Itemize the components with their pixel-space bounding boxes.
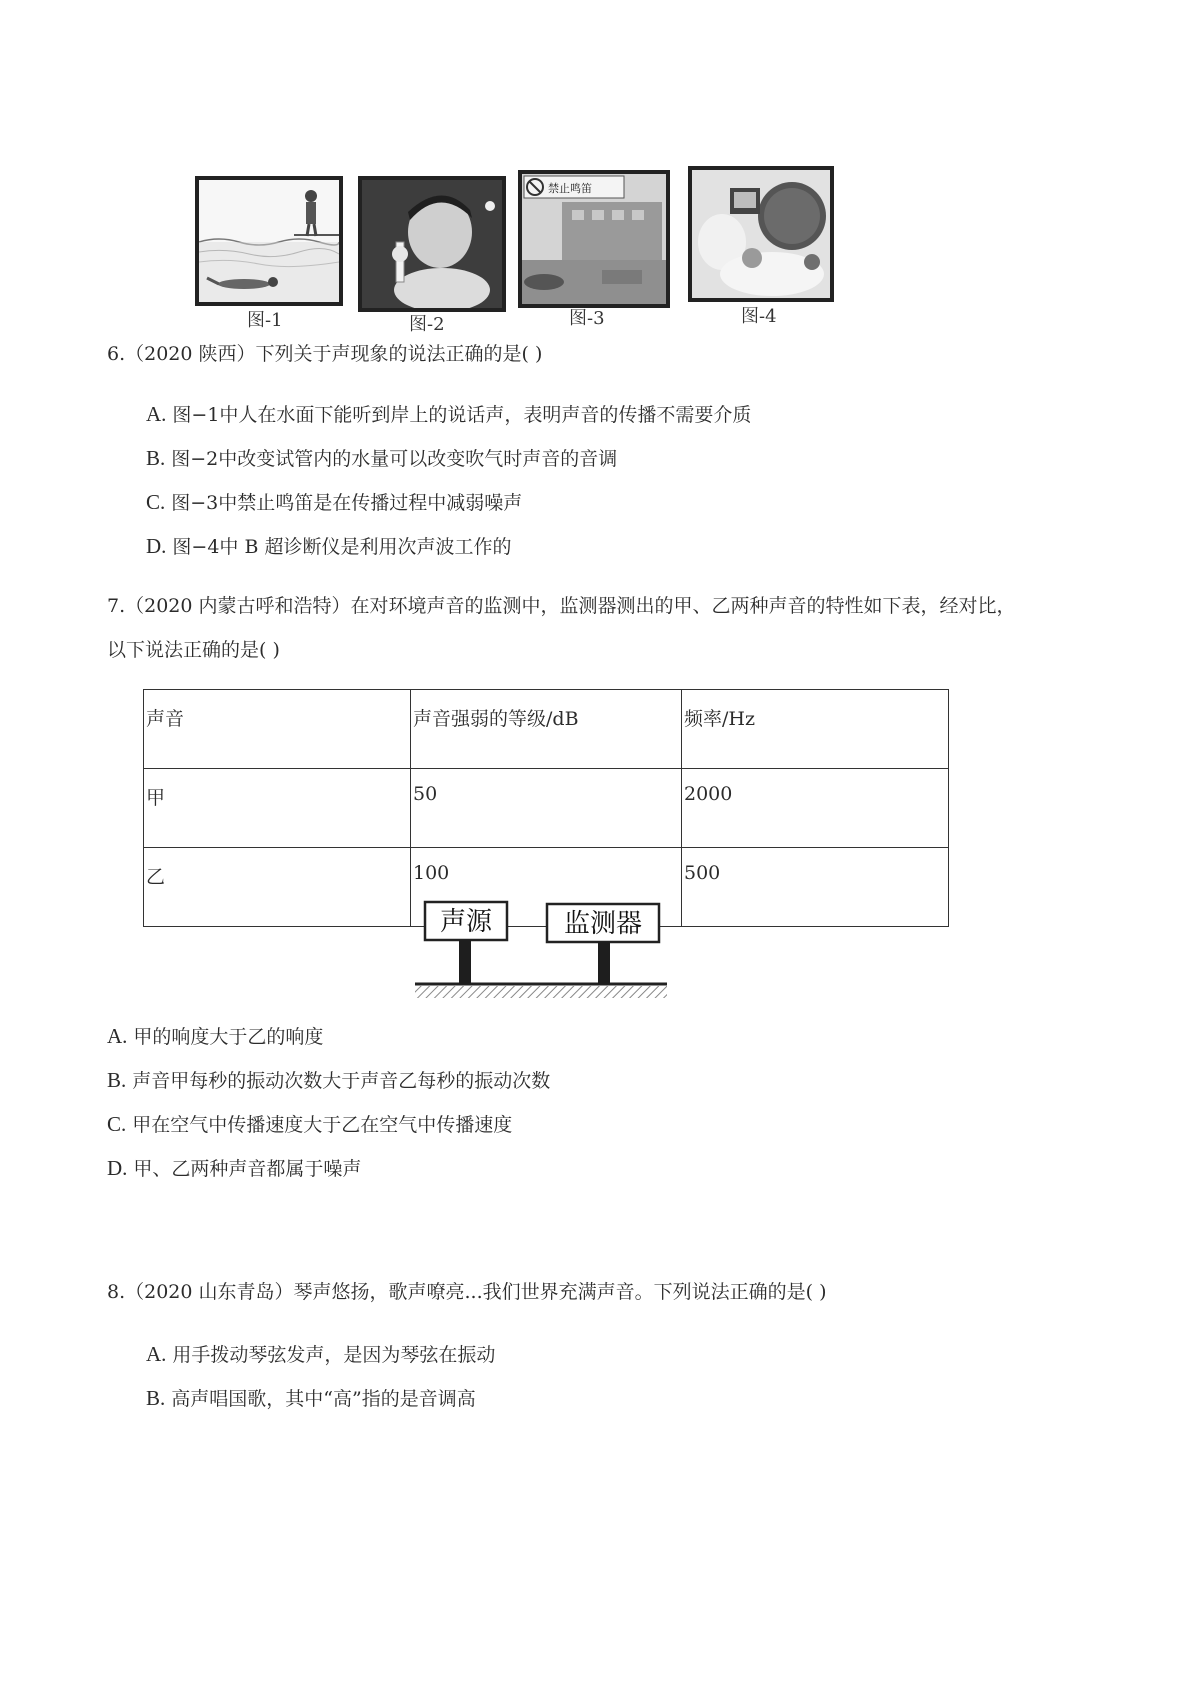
- option-text: 用手拨动琴弦发声，是因为琴弦在振动: [172, 1344, 496, 1366]
- table-cell: 50: [411, 769, 682, 848]
- ultrasound-photo: [692, 170, 830, 298]
- figure-1-caption: 图-1: [247, 310, 283, 331]
- option-letter: C.: [107, 1112, 127, 1136]
- question-8-option-b: [146, 1383, 476, 1414]
- question-7-stem-line-2: 以下说法正确的是( ): [107, 639, 280, 661]
- option-text: 甲、乙两种声音都属于噪声: [133, 1158, 362, 1180]
- option-text: 甲在空气中传播速度大于乙在空气中传播速度: [132, 1114, 513, 1136]
- option-letter: B.: [146, 1386, 166, 1410]
- figure-3-image: [518, 170, 670, 308]
- test-tube-photo: [362, 180, 502, 308]
- question-8-option-a: [146, 1339, 495, 1370]
- question-7-stem-line-1: 7.（2020 内蒙古呼和浩特）在对环境声音的监测中，监测器测出的甲、乙两种声音的特性如下表，经对比，: [107, 595, 1016, 617]
- option-letter: D.: [107, 1156, 128, 1180]
- option-letter: A.: [146, 1342, 167, 1366]
- option-letter: B.: [146, 446, 166, 470]
- table-header-cell: 声音: [144, 690, 411, 769]
- option-text: 甲的响度大于乙的响度: [133, 1026, 324, 1048]
- no-honking-sign-text: 禁止鸣笛: [548, 182, 592, 195]
- source-sign-post: [459, 940, 471, 984]
- monitor-sign-post: [598, 942, 610, 984]
- question-8-stem: 8.（2020 山东青岛）琴声悠扬，歌声嘹亮...我们世界充满声音。下列说法正确的是( ): [107, 1281, 827, 1303]
- table-header-cell: 声音强弱的等级/dB: [411, 690, 682, 769]
- figure-1-image: [195, 176, 343, 306]
- source-monitor-illustration: [415, 898, 667, 1000]
- question-7-option-a: [107, 1021, 323, 1052]
- figure-4-image: [688, 166, 834, 302]
- option-letter: B.: [107, 1068, 127, 1092]
- option-letter: A.: [146, 402, 167, 426]
- figure-4-caption: 图-4: [741, 306, 777, 327]
- question-7-option-c: [107, 1109, 512, 1140]
- figure-3-caption: 图-3: [569, 308, 605, 329]
- swimmer-illustration: [199, 180, 339, 302]
- option-text: 声音甲每秒的振动次数大于声音乙每秒的振动次数: [132, 1070, 551, 1092]
- table-header-cell: 频率/Hz: [682, 690, 949, 769]
- table-cell: 100: [411, 848, 682, 927]
- no-honking-street-photo: [522, 174, 666, 304]
- option-letter: C.: [146, 490, 166, 514]
- question-7-option-d: [107, 1153, 361, 1184]
- option-text: 图−4中 B 超诊断仪是利用次声波工作的: [172, 536, 512, 558]
- question-6-stem: 6.（2020 陕西）下列关于声现象的说法正确的是( ): [107, 343, 543, 365]
- table-cell: 甲: [144, 769, 411, 848]
- question-7-option-b: [107, 1065, 550, 1096]
- source-sign-label: 声源: [439, 907, 493, 937]
- option-text: 图−1中人在水面下能听到岸上的说话声，表明声音的传播不需要介质: [172, 404, 752, 426]
- table-cell: 2000: [682, 769, 949, 848]
- option-text: 图−3中禁止鸣笛是在传播过程中减弱噪声: [171, 492, 523, 514]
- question-6-option-d: [146, 531, 511, 562]
- sound-data-table: [143, 689, 949, 927]
- question-6-option-a: [146, 399, 751, 430]
- option-letter: A.: [107, 1024, 128, 1048]
- figure-2-image: [358, 176, 506, 312]
- monitor-sign-label: 监测器: [563, 909, 643, 939]
- figure-2-caption: 图-2: [409, 314, 445, 335]
- table-cell: 乙: [144, 848, 411, 927]
- table-header-row: [144, 690, 949, 769]
- option-text: 高声唱国歌，其中“高”指的是音调高: [171, 1388, 476, 1410]
- question-6-option-b: [146, 443, 617, 474]
- option-letter: D.: [146, 534, 167, 558]
- question-6-option-c: [146, 487, 522, 518]
- option-text: 图−2中改变试管内的水量可以改变吹气时声音的音调: [171, 448, 618, 470]
- table-row: [144, 769, 949, 848]
- table-cell: 500: [682, 848, 949, 927]
